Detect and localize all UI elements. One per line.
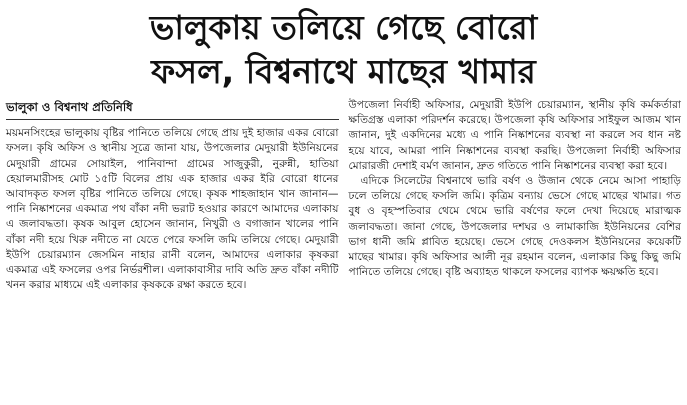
headline-line-2: ফসল, বিশ্বনাথে মাছের খামার	[151, 52, 536, 91]
right-column	[349, 98, 682, 293]
article-headline	[6, 6, 681, 94]
right-paragraph-2: এদিকে সিলেটের বিশ্বনাথে ভারি বর্ষণ ও উজান থেকে নেমে আসা পাহাড়ি ঢলে তলিয়ে গেছে ফসলি জমি। কৃত্রিম বন্যায় ভেসে গেছে মাছের খামার। গত বুধ ও বৃহস্পতিবার থেমে থেমে ভারি বর্ষণের ফলে দেখা দিয়েছে মারাত্মক জলাবদ্ধতা। জানা গেছে, উপজেলার দশঘর ও লামাকাজি ইউনিয়নের বেশির ভাগ ধানী জমি প্লাবিত হয়েছে। ভেসে গেছে দেওকলস ইউনিয়নের কয়েকটি মাছের খামার। কৃষি অফিসার আলী নূর রহমান বলেন, এলাকার কিছু কিছু জমি পানিতে তলিয়ে গেছে। বৃষ্টি অব্যাহত থাকলে ফসলের ব্যাপক ক্ষয়ক্ষতি হবে।	[348, 175, 681, 279]
byline-divider	[6, 119, 339, 120]
headline-line-1: ভালুকায় তলিয়ে গেছে বোরো	[149, 8, 538, 47]
left-paragraph-1: ময়মনসিংহের ভালুকায় বৃষ্টির পানিতে তলিয়ে গেছে প্রায় দুই হাজার একর বোরো ফসল। কৃষি অফিস ও স্থানীয় সূত্রে জানা যায়, উপজেলার মেদুয়ারী ইউনিয়নের মেদুয়ারী গ্রামের সোয়াইল, পানিবান্দা গ্রামের সাজুকুরী, নুরুন্নী, হাতিয়া হেয়ালমারীসহ মোট ১৫টি বিলের প্রায় এক হাজার একর ইরি বোরো ধানের আবাদকৃত ফসল বৃষ্টির পানিতে তলিয়ে গেছে। কৃষক শাহজাহান খান জানান—পানি নিষ্কাশনের একমাত্র পথ বাঁকা নদী ভরাট হওয়ার কারণে আমাদের এলাকায় এ জলাবদ্ধতা। কৃষক আবুল হোসেন জানান, নিখুরী ও বগাজান খালের পানি বাঁকা নদী হয়ে খিরু নদীতে না যেতে পেরে ফসলি জমি তলিয়ে গেছে। মেদুয়ারী ইউপি চেয়ারম্যান জেসমিন নাহার রানী বলেন, আমাদের এলাকার কৃষকরা একমাত্র এই ফসলের ওপর নির্ভরশীল। এলাকাবাসীর দাবি অতি দ্রুত বাঁকা নদীটি খনন করার মাধ্যমে এই এলাকার কৃষককে রক্ষা করতে হবে।	[6, 127, 339, 292]
byline: ভালুকা ও বিশ্বনাথ প্রতিনিধি	[6, 100, 133, 114]
article-body	[6, 98, 681, 293]
right-paragraph-1: উপজেলা নির্বাহী অফিসার, মেদুয়ারী ইউপি চেয়ারম্যান, স্থানীয় কৃষি কর্মকর্তারা ক্ষতিগ্রস্ত এলাকা পরিদর্শন করেছে। উপজেলা কৃষি অফিসার সাইফুল আজম খান জানান, দুই একদিনের মধ্যে এ পানি নিষ্কাশনের ব্যবস্থা না করলে সব ধান নষ্ট হয়ে যাবে, আমরা পানি নিষ্কাশনের ব্যবস্থা করছি। উপজেলা নির্বাহী অফিসার মোরারজী দেশাই বর্মণ জানান, দ্রুত গতিতে পানি নিষ্কাশনের ব্যবস্থা করা হবে।	[348, 99, 681, 172]
left-column	[6, 98, 339, 293]
